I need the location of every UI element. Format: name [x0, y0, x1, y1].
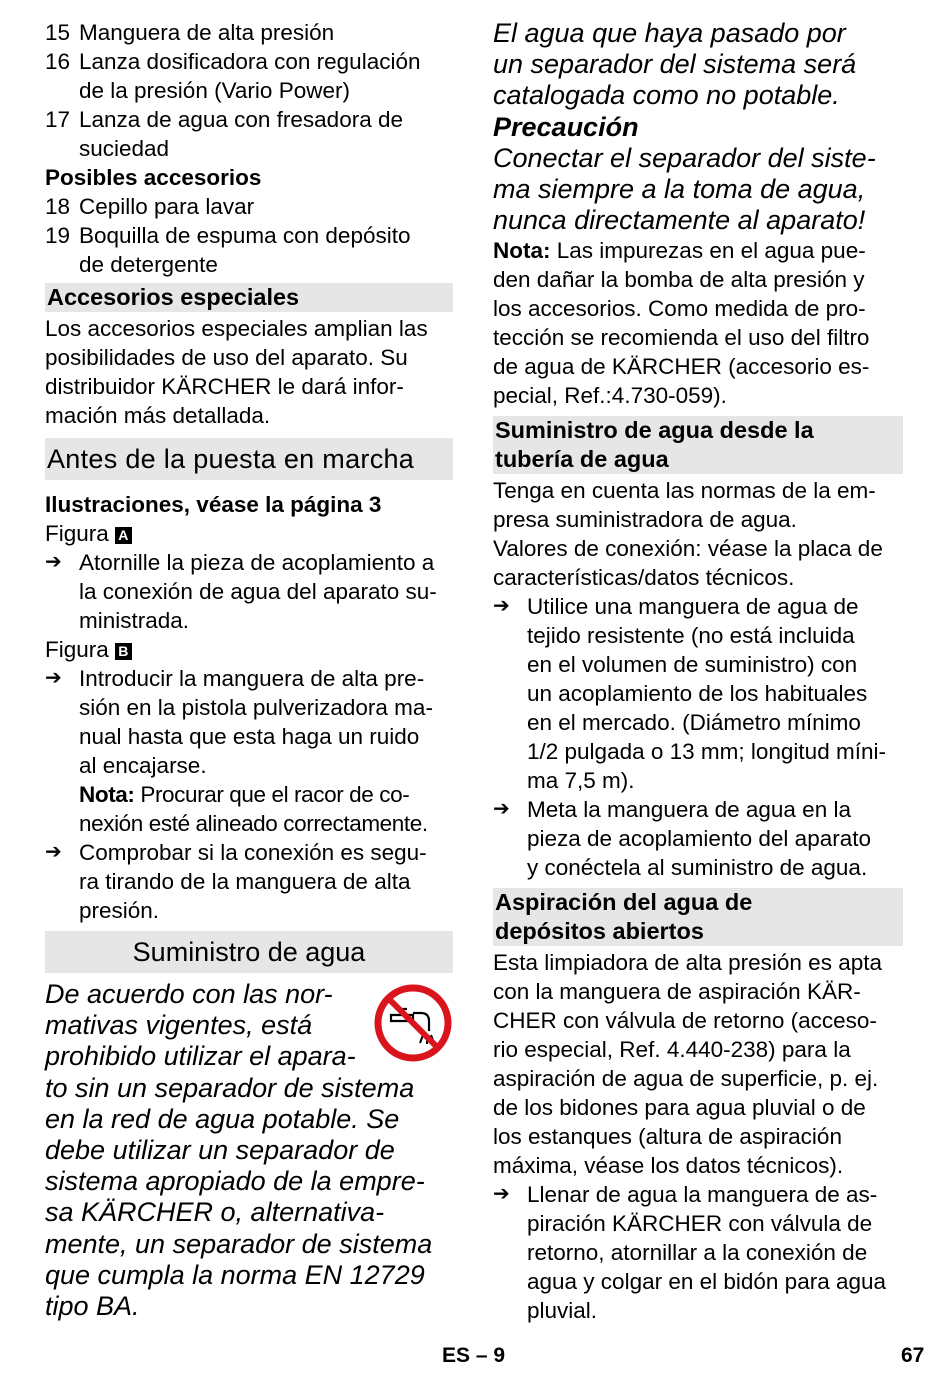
- footer-section: ES – 9: [442, 1344, 506, 1367]
- arrow-icon: ➔: [493, 798, 510, 821]
- figure-b-label: Figura B: [45, 635, 453, 664]
- arrow-icon: ➔: [493, 595, 510, 618]
- figure-b-badge: B: [115, 643, 132, 660]
- right-column: [493, 18, 903, 1325]
- special-accessories-heading: Accesorios especiales: [45, 283, 453, 312]
- caution-text: Conectar el separador del siste- ma siempre a la toma de agua, nunca directamente al aparato!: [493, 142, 876, 236]
- possible-accessories-heading: Posibles accesorios: [45, 165, 262, 190]
- list-item-text: Lanza de agua con fresadora de: [79, 107, 403, 132]
- suction-text: Esta limpiadora de alta presión es apta con la manguera de aspiración KÄR- CHER con válvula de retorno (acceso- rio especial, Ref. 4.440-238) para la aspiración de agua de superficie, p. ej. de los bidones para agua pluvial o de los estanques (altura de aspiración máxima, véase los datos técnicos).: [493, 950, 882, 1179]
- caution-label: Precaución: [493, 111, 639, 142]
- no-tap-water-icon: [373, 983, 453, 1063]
- instruction-step: ➔ Comprobar si la conexión es segu- ra tirando de la manguera de alta presión.: [45, 840, 427, 923]
- list-item: 16 Lanza dosificadora con regulación de la presión (Vario Power): [45, 49, 421, 103]
- arrow-icon: ➔: [45, 841, 62, 863]
- page-number: 67: [901, 1344, 925, 1367]
- filter-note: Nota: Las impurezas en el agua pue- den dañar la bomba de alta presión y los accesorios. Como medida de pro- tección se recomienda el uso del filtro de agua de KÄRCHER (accesorio es- pecial, Ref.:4.730-059).: [493, 238, 870, 409]
- list-item: 19 Boquilla de espuma con depósito de detergente: [45, 223, 411, 277]
- water-supply-warning: De acuerdo con las nor- mativas vigentes, está prohibido utilizar el apara- to sin un separador de sistema en la red de agua potable. Se debe utilizar un separador de sistema apropiado de la empre- sa KÄRCHER o, alternativa- mente, un separador de sistema que cumpla la norma EN 12729 tipo BA.: [45, 979, 453, 1322]
- arrow-icon: ➔: [45, 551, 62, 573]
- list-item: 15 Manguera de alta presión: [45, 20, 335, 45]
- before-start-heading: Antes de la puesta en marcha: [45, 438, 453, 480]
- arrow-icon: ➔: [45, 667, 62, 689]
- suction-heading: Aspiración del agua de depósitos abiertos: [493, 888, 903, 946]
- list-item-text: Boquilla de espuma con depósito: [79, 223, 411, 248]
- special-accessories-text: Los accesorios especiales amplian las posibilidades de uso del aparato. Su distribuidor KÄRCHER le dará infor- mación más detallada.: [45, 316, 428, 428]
- list-item-text: de la presión (Vario Power): [79, 78, 350, 103]
- pipe-supply-heading: Suministro de agua desde la tubería de agua: [493, 416, 903, 474]
- arrow-icon: ➔: [493, 1183, 510, 1206]
- figure-a-label: Figura A: [45, 519, 453, 548]
- list-item-text: Lanza dosificadora con regulación: [79, 49, 421, 74]
- warning-continuation: El agua que haya pasado por un separador del sistema será catalogada como no potable.: [493, 18, 857, 111]
- list-item-text: suciedad: [79, 136, 170, 161]
- instruction-step: ➔ Atornille la pieza de acoplamiento a la conexión de agua del aparato su- ministrada.: [45, 550, 437, 633]
- instruction-step: ➔ Introducir la manguera de alta pre- sión en la pistola pulverizadora ma- nual hasta que esta haga un ruido al encajarse.: [45, 666, 433, 778]
- figure-a-badge: A: [115, 527, 132, 544]
- instruction-step: ➔ Llenar de agua la manguera de as- piración KÄRCHER con válvula de retorno, atornillar a la conexión de agua y colgar en el bidón para agua pluvial.: [493, 1182, 887, 1324]
- list-item: 18 Cepillo para lavar: [45, 194, 255, 219]
- list-item-text: de detergente: [79, 252, 218, 277]
- pipe-supply-text: Tenga en cuenta las normas de la em- presa suministradora de agua. Valores de conexión: véase la placa de características/datos técnicos.: [493, 478, 883, 591]
- instruction-step: ➔ Meta la manguera de agua en la pieza de acoplamiento del aparato y conéctela al suministro de agua.: [493, 797, 871, 881]
- left-column: [45, 18, 453, 1322]
- instruction-step: ➔ Utilice una manguera de agua de tejido resistente (no está incluida en el volumen de suministro) con un acoplamiento de los habituales en el mercado. (Diámetro mínimo 1/2 pulgada o 13 mm; longitud míni- ma 7,5 m).: [493, 594, 886, 794]
- illustrations-note: Ilustraciones, véase la página 3: [45, 492, 382, 517]
- note-text: Nota: Procurar que el racor de co- nexión esté alineado correctamente.: [79, 782, 428, 836]
- water-supply-heading: Suministro de agua: [45, 931, 453, 973]
- list-item: 17 Lanza de agua con fresadora de suciedad: [45, 107, 403, 161]
